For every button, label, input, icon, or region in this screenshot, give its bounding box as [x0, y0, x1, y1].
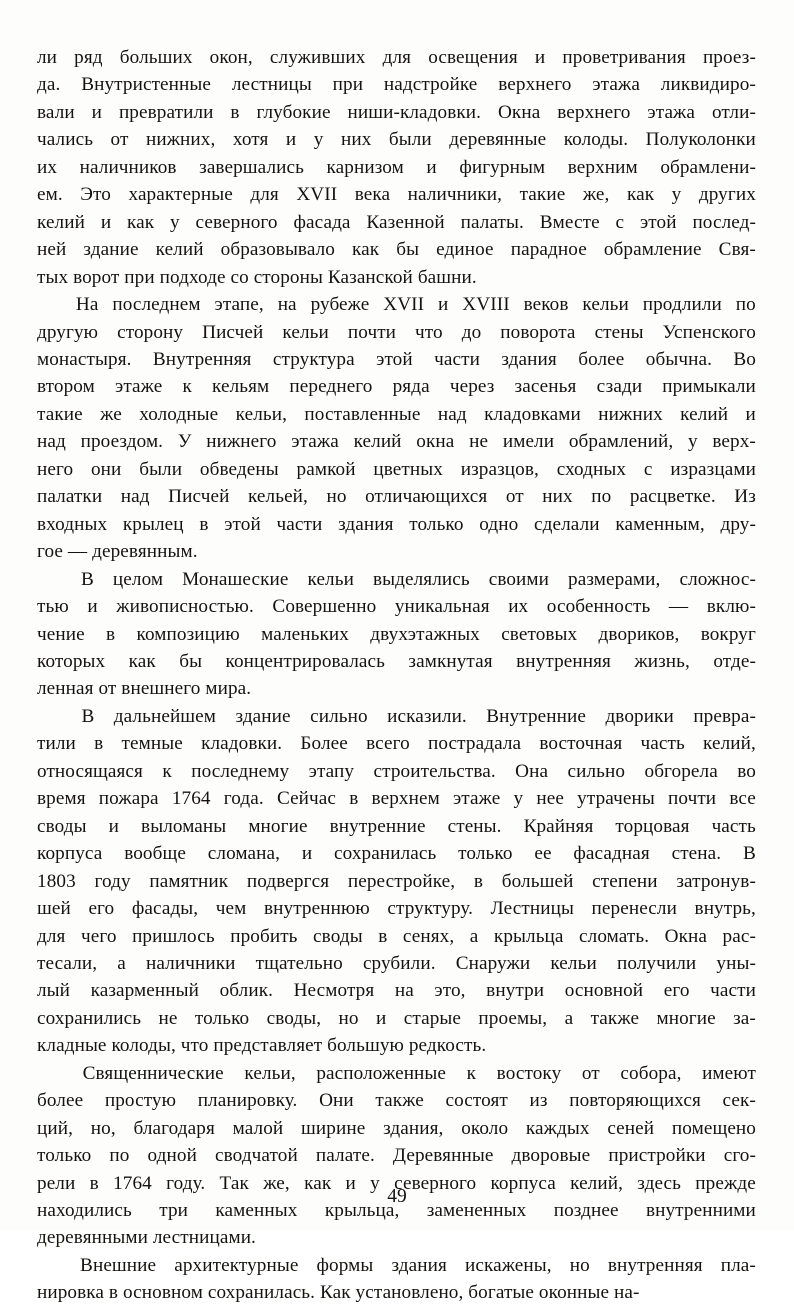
text-line: тью и живописностью. Совершенно уникальная их особенность — вклю-: [37, 596, 756, 618]
text-line: тили в темные кладовки. Более всего пострадала восточная часть келий,: [37, 733, 756, 755]
text-line: только по одной сводчатой палате. Деревянные дворовые пристройки сго-: [37, 1145, 756, 1167]
text-line: кладные колоды, что представляет большую редкость.: [37, 1035, 487, 1057]
text-line: чение в композицию маленьких двухэтажных световых двориков, вокруг: [37, 623, 756, 645]
text-line: Священнические кельи, расположенные к востоку от собора, имеют: [82, 1062, 756, 1084]
text-line: для чего пришлось пробить своды в сенях, а крыльца сломать. Окна рас-: [37, 925, 756, 947]
text-line: входных крылец в этой части здания только одно сделали каменным, дру-: [37, 513, 756, 535]
text-line: деревянными лестницами.: [37, 1227, 256, 1249]
text-line: На последнем этапе, на рубеже XVII и XVIII веков кельи продлили по: [75, 294, 756, 316]
text-line: него они были обведены рамкой цветных изразцов, сходных с изразцами: [37, 458, 756, 480]
text-line: гое — деревянным.: [37, 541, 198, 563]
text-line: над проездом. У нижнего этажа келий окна не имели обрамлений, у верх-: [37, 431, 756, 453]
text-line: ней здание келий образовывало как бы единое парадное обрамление Свя-: [37, 239, 756, 261]
text-line: келий и как у северного фасада Казенной палаты. Вместе с этой послед-: [37, 211, 756, 233]
text-line: находились три каменных крыльца, замененных позднее внутренними: [37, 1200, 756, 1222]
text-line: относящаяся к последнему этапу строительства. Она сильно обгорела во: [37, 760, 756, 782]
text-line: 1803 году памятник подвергся перестройке, в большей степени затронув-: [37, 870, 756, 892]
text-line: которых как бы концентрировалась замкнутая внутренняя жизнь, отде-: [37, 650, 756, 672]
text-line: другую сторону Писчей кельи почти что до поворота стены Успенского: [37, 321, 756, 343]
text-line: более простую планировку. Они также состоят из повторяющихся сек-: [37, 1090, 756, 1112]
text-line: нировка в основном сохранилась. Как установлено, богатые оконные на-: [37, 1282, 640, 1304]
paragraph: [37, 291, 756, 566]
paragraph: [37, 44, 756, 291]
text-line: такие же холодные кельи, поставленные над кладовками нижних келий и: [37, 403, 756, 425]
page-number: 49: [387, 1186, 407, 1207]
text-line: Внешние архитектурные формы здания искажены, но внутренняя пла-: [80, 1254, 756, 1276]
text-line: время пожара 1764 года. Сейчас в верхнем этаже у нее утрачены почти все: [37, 788, 756, 810]
text-line: тых ворот при подходе со стороны Казанской башни.: [37, 266, 477, 288]
text-line: сохранились не только своды, но и старые проемы, а также многие за-: [37, 1007, 756, 1029]
text-line: тесали, а наличники тщательно срубили. Снаружи кельи получили уны-: [37, 952, 756, 974]
text-line: палатки над Писчей кельей, но отличающихся от них по расцветке. Из: [37, 486, 756, 508]
text-line: да. Внутристенные лестницы при надстройке верхнего этажа ликвидиро-: [37, 74, 756, 96]
text-line: ленная от внешнего мира.: [37, 678, 252, 700]
text-line: вали и превратили в глубокие ниши-кладовки. Окна верхнего этажа отли-: [37, 101, 756, 123]
text-line: В дальнейшем здание сильно исказили. Внутренние дворики превра-: [81, 705, 756, 727]
text-line: ций, но, благодаря малой ширине здания, около каждых сеней помещено: [37, 1117, 756, 1139]
body-text-column: [37, 44, 756, 1307]
text-line: ем. Это характерные для XVII века наличники, такие же, как у других: [37, 184, 756, 206]
text-line: рели в 1764 году. Так же, как и у северного корпуса келий, здесь прежде: [37, 1172, 756, 1194]
paragraph: [37, 566, 756, 703]
paragraph: [37, 1060, 756, 1252]
text-line: чались от нижних, хотя и у них были деревянные колоды. Полуколонки: [37, 129, 756, 151]
text-line: лый казарменный облик. Несмотря на это, внутри основной его части: [37, 980, 756, 1002]
text-line: их наличников завершались карнизом и фигурным верхним обрамлени-: [37, 156, 756, 178]
paragraph: [37, 703, 756, 1060]
text-line: втором этаже к кельям переднего ряда через засенья сзади примыкали: [37, 376, 756, 398]
text-line: монастыря. Внутренняя структура этой части здания более обычна. Во: [37, 348, 756, 370]
text-line: В целом Монашеские кельи выделялись своими размерами, сложнос-: [81, 568, 756, 590]
text-line: ли ряд больших окон, служивших для освещения и проветривания проез-: [37, 47, 756, 68]
text-line: корпуса вообще сломана, и сохранилась только ее фасадная стена. В: [37, 843, 756, 865]
paragraph: [37, 1252, 756, 1307]
text-line: своды и выломаны многие внутренние стены. Крайняя торцовая часть: [37, 815, 756, 837]
text-line: шей его фасады, чем внутреннюю структуру. Лестницы перенесли внутрь,: [37, 898, 756, 920]
